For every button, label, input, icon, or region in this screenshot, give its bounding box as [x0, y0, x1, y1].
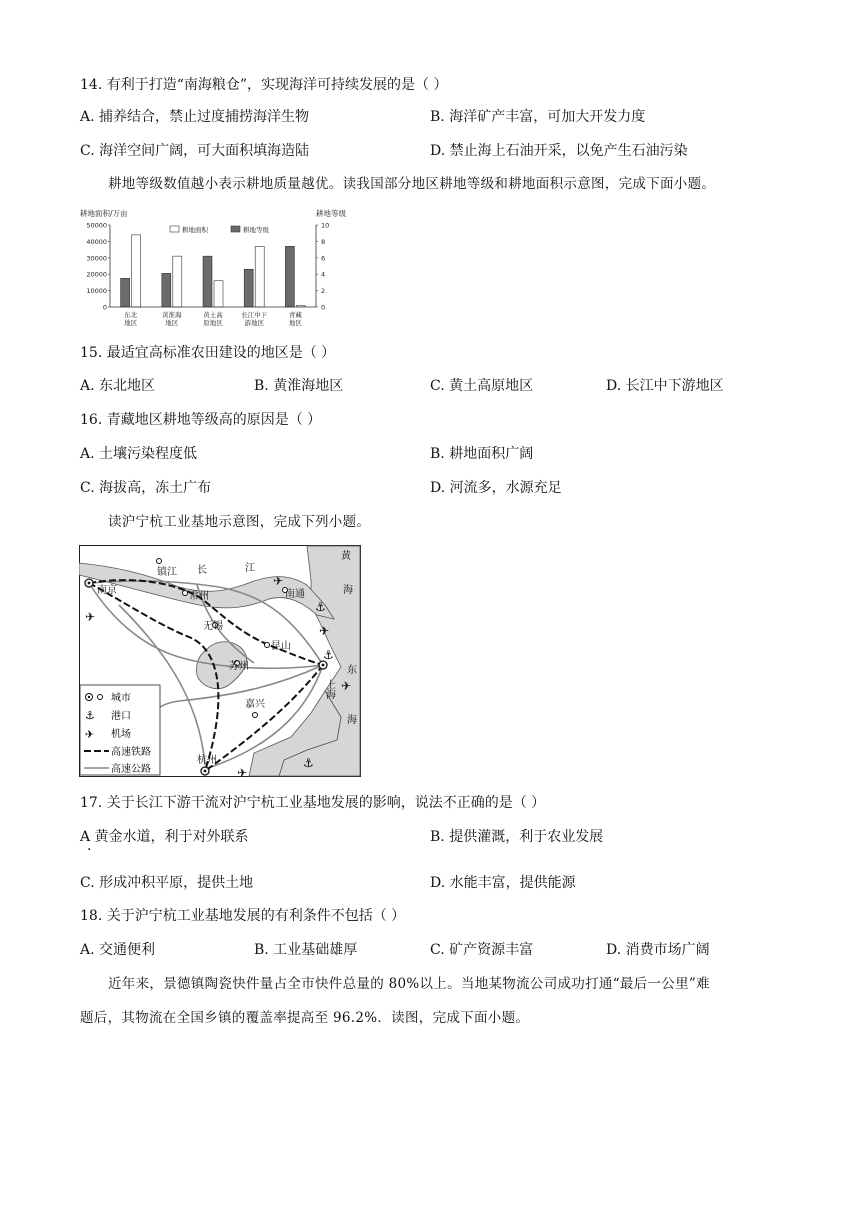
intro-industrial-base: 读沪宁杭工业基地示意图，完成下列小题。 — [108, 514, 371, 530]
legend-city: 城市 — [111, 693, 131, 704]
q18-option-c: C. 矿产资源丰富 — [430, 942, 534, 958]
q17-option-a: A 黄金水道，利于对外联系 — [80, 829, 249, 845]
bar-grade-3 — [244, 269, 253, 307]
map-legend — [80, 685, 160, 775]
label-hai-1: 海 — [343, 585, 353, 596]
q18-option-a: A. 交通便利 — [80, 942, 156, 958]
city-jiaxing-label: 嘉兴 — [245, 699, 265, 710]
left-tick-label: 10000 — [86, 287, 107, 296]
category-label-1: 地区 — [165, 319, 179, 327]
right-tick-label: 6 — [321, 254, 326, 263]
q17-option-c: C. 形成冲积平原，提供土地 — [80, 875, 254, 891]
airport-icon: ✈ — [85, 610, 96, 624]
q14-option-d: D. 禁止海上石油开采，以免产生石油污染 — [430, 143, 688, 159]
left-axis-label: 耕地面积/万亩 — [80, 209, 128, 218]
right-tick-label: 2 — [321, 287, 326, 296]
cultivated-land-chart — [78, 205, 358, 330]
bar-grade-1 — [162, 273, 171, 307]
legend-area-label: 耕地面积 — [182, 226, 208, 234]
bar-grade-2 — [203, 256, 212, 307]
label-huang: 黄 — [341, 551, 351, 562]
q17-option-b: B. 提供灌溉，利于农业发展 — [430, 829, 604, 845]
bar-area-2 — [214, 281, 223, 307]
intro-cultivated-land: 耕地等级数值越小表示耕地质量越优。读我国部分地区耕地等级和耕地面积示意图，完成下面小题。 — [108, 176, 716, 192]
bar-area-1 — [173, 256, 182, 307]
intro-jingdezhen-line2: 题后，其物流在全国乡镇的覆盖率提高至 96.2%．读图，完成下面小题。 — [80, 1010, 530, 1026]
question-18-stem: 18. 关于沪宁杭工业基地发展的有利条件不包括（ ） — [80, 908, 406, 924]
category-label-2: 黄土高 — [203, 311, 223, 319]
legend-port-icon: ⚓ — [85, 709, 95, 722]
q15-option-b: B. 黄淮海地区 — [254, 378, 344, 394]
q17-option-d: D. 水能丰富，提供能源 — [430, 875, 576, 891]
legend-airport-icon: ✈ — [85, 728, 95, 741]
q14-option-c: C. 海洋空间广阔，可大面积填海造陆 — [80, 143, 310, 159]
bar-area-0 — [132, 235, 141, 307]
right-axis-label: 耕地等级 — [316, 209, 346, 218]
question-17-stem: 17. 关于长江下游干流对沪宁杭工业基地发展的影响，说法不正确的是（ ） — [80, 795, 546, 811]
category-label-4: 青藏 — [288, 311, 302, 319]
left-tick-label: 20000 — [86, 270, 107, 279]
category-label-3: 长江中下 — [241, 311, 268, 319]
q18-option-b: B. 工业基础雄厚 — [254, 942, 358, 958]
bar-grade-4 — [285, 246, 294, 307]
q16-option-a: A. 土壤污染程度低 — [80, 446, 198, 462]
q16-option-d: D. 河流多，水源充足 — [430, 480, 562, 496]
city-kunshan-label: 昆山 — [271, 641, 291, 652]
category-label-3: 游地区 — [244, 319, 264, 327]
q17-option-a-dot: · — [87, 842, 92, 858]
q16-option-c: C. 海拔高，冻土广布 — [80, 480, 212, 496]
question-15-stem: 15. 最适宜高标准农田建设的地区是（ ） — [80, 345, 336, 361]
legend-grade-swatch — [231, 226, 240, 232]
label-dong: 东 — [347, 665, 357, 676]
legend-rail: 高速铁路 — [111, 747, 151, 758]
city-zhenjiang-label: 镇江 — [157, 567, 177, 578]
city-changzhou-label: 常州 — [189, 591, 209, 602]
left-tick-label: 40000 — [86, 237, 107, 246]
category-label-0: 东北 — [124, 311, 138, 319]
category-label-4: 地区 — [288, 319, 302, 327]
label-chang: 长 — [197, 565, 207, 576]
legend-grade-label: 耕地等级 — [243, 226, 269, 234]
bar-grade-0 — [121, 278, 130, 307]
category-label-2: 原地区 — [203, 319, 223, 327]
question-14-stem: 14. 有利于打造“南海粮仓”，实现海洋可持续发展的是（ ） — [80, 77, 448, 93]
port-icon: ⚓ — [303, 756, 314, 770]
city-wuxi-label: 无锡 — [203, 621, 223, 632]
legend-area-swatch — [170, 226, 179, 232]
legend-highway: 高速公路 — [111, 764, 151, 775]
city-suzhou-label: 苏州 — [229, 661, 249, 672]
right-tick-label: 10 — [321, 221, 330, 230]
airport-icon: ✈ — [237, 766, 248, 777]
city-jiaxing-marker — [253, 713, 258, 718]
left-tick-label: 30000 — [86, 254, 107, 263]
airport-icon: ✈ — [341, 679, 352, 693]
port-icon: ⚓ — [315, 600, 326, 614]
city-kunshan-marker — [265, 643, 270, 648]
left-tick-label: 0 — [102, 303, 107, 312]
right-tick-label: 4 — [321, 270, 326, 279]
q14-option-b: B. 海洋矿产丰富，可加大开发力度 — [430, 109, 646, 125]
label-jiang: 江 — [245, 563, 255, 574]
question-16-stem: 16. 青藏地区耕地等级高的原因是（ ） — [80, 412, 322, 428]
city-hangzhou-label: 杭州 — [197, 755, 217, 766]
q15-option-d: D. 长江中下游地区 — [606, 378, 724, 394]
q16-option-b: B. 耕地面积广阔 — [430, 446, 534, 462]
category-label-0: 地区 — [124, 319, 138, 327]
q14-option-a: A. 捕养结合，禁止过度捕捞海洋生物 — [80, 109, 310, 125]
city-shanghai-label: 上海 — [323, 679, 335, 699]
airport-icon: ✈ — [273, 574, 284, 588]
q15-option-a: A. 东北地区 — [80, 378, 156, 394]
right-tick-label: 8 — [321, 237, 326, 246]
intro-jingdezhen-line1: 近年来，景德镇陶瓷快件量占全市快件总量的 80%以上。当地某物流公司成功打通“最后一公里”难 — [108, 976, 710, 992]
city-nantong-label: 南通 — [285, 589, 305, 600]
bar-area-3 — [255, 246, 264, 307]
legend-airport: 机场 — [111, 729, 131, 740]
right-tick-label: 0 — [321, 303, 326, 312]
huningh-industrial-base-map — [79, 545, 361, 777]
city-nanjing-label: 南京 — [97, 585, 117, 596]
city-zhenjiang-marker — [157, 559, 162, 564]
q18-option-d: D. 消费市场广阔 — [606, 942, 710, 958]
q15-option-c: C. 黄土高原地区 — [430, 378, 534, 394]
category-label-1: 黄淮海 — [162, 311, 182, 319]
legend-port: 港口 — [111, 711, 131, 722]
left-tick-label: 50000 — [86, 221, 107, 230]
port-icon: ⚓ — [323, 648, 334, 662]
airport-icon: ✈ — [319, 624, 330, 638]
city-changzhou-marker — [183, 591, 188, 596]
label-hai-2: 海 — [347, 715, 357, 726]
